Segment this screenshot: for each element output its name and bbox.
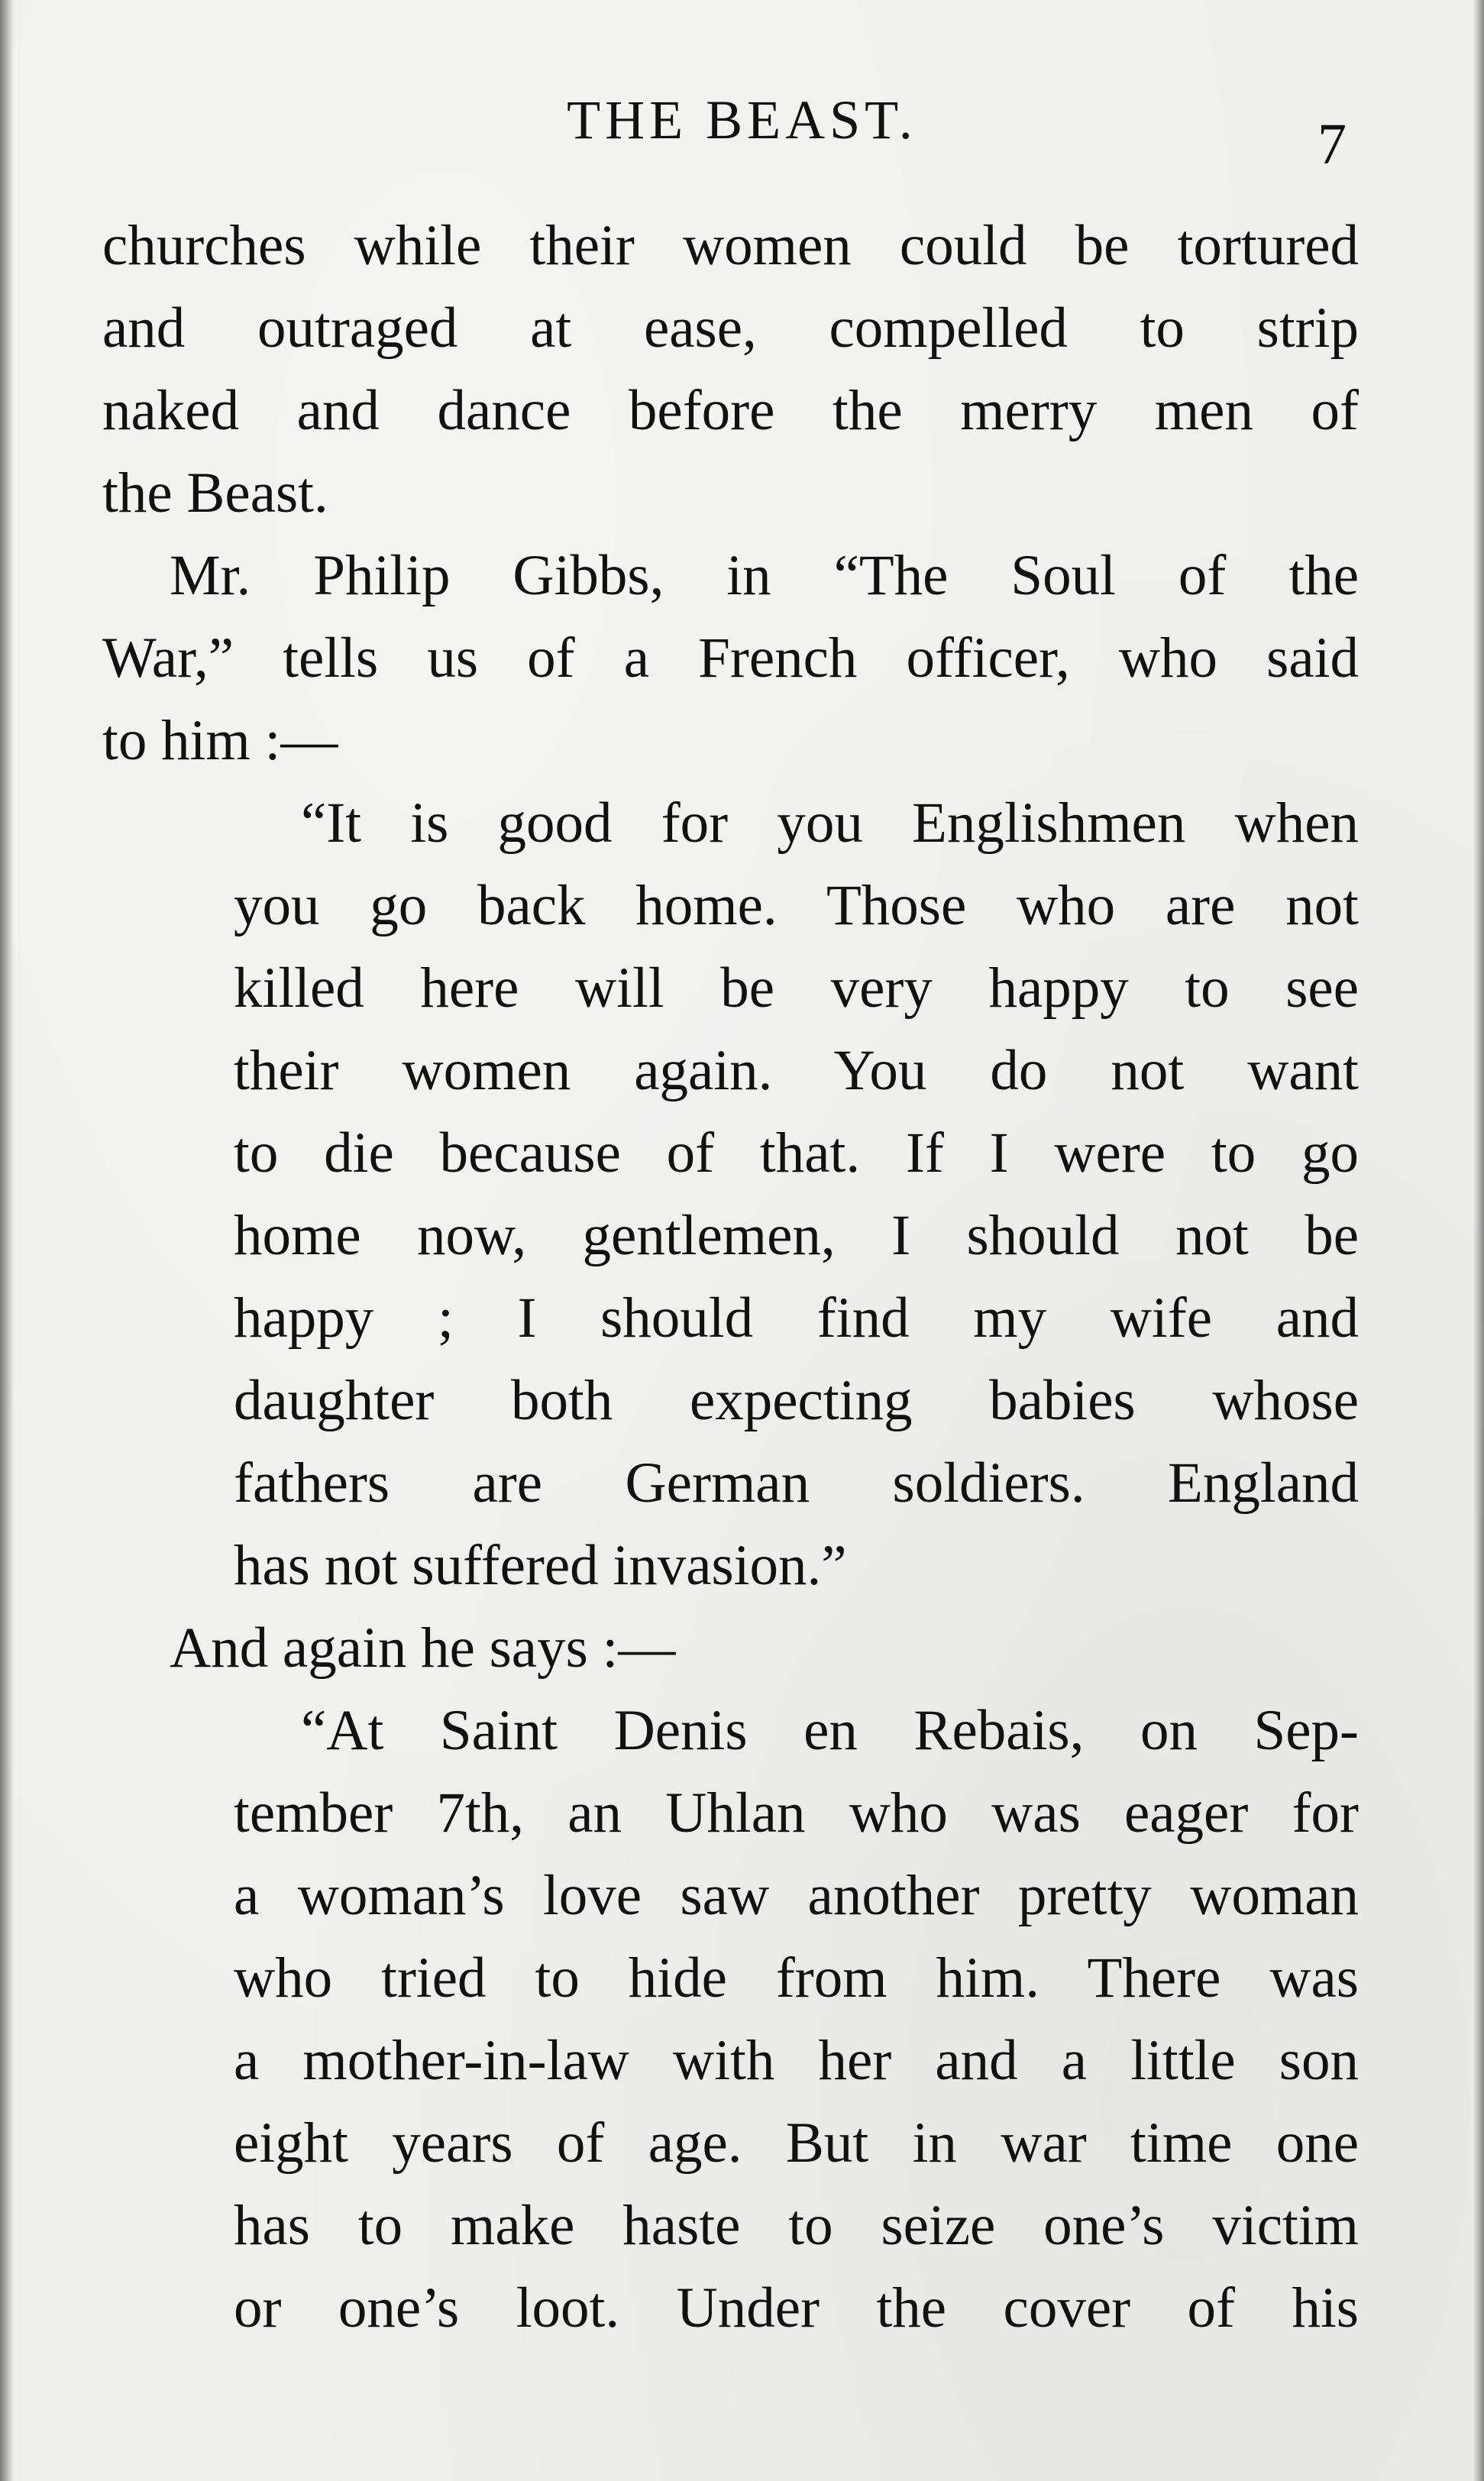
text-line: or one’s loot. Under the cover of his [234, 2276, 1359, 2340]
text-line: “It is good for you Englishmen when [301, 791, 1359, 855]
running-head: THE BEAST. [567, 89, 917, 150]
text-line: happy ; I should find my wife and [234, 1286, 1359, 1350]
text-line: tember 7th, an Uhlan who was eager for [234, 1781, 1359, 1845]
text-line: their women again. You do not want [234, 1039, 1359, 1102]
text-line: the Beast. [102, 461, 328, 525]
text-line: a mother-in-law with her and a little son [234, 2029, 1359, 2092]
text-line: has not suffered invasion.” [234, 1534, 847, 1597]
text-line: who tried to hide from him. There was [234, 1946, 1359, 2010]
page-number: 7 [1317, 112, 1347, 176]
text-line: daughter both expecting babies whose [234, 1369, 1359, 1432]
text-line: and outraged at ease, compelled to strip [102, 296, 1359, 360]
block-quote-french-officer [102, 782, 1359, 1607]
text-line: And again he says :— [170, 1616, 676, 1680]
text-line: to him :— [102, 709, 338, 772]
text-line: you go back home. Those who are not [234, 874, 1359, 937]
text-line: eight years of age. But in war time one [234, 2111, 1359, 2175]
text-line: “At Saint Denis en Rebais, on Sep- [301, 1699, 1359, 1762]
body-text [102, 205, 1359, 2350]
text-line: fathers are German soldiers. England [234, 1451, 1359, 1515]
block-quote-saint-denis [102, 1690, 1359, 2350]
paragraph-gibbs [102, 535, 1359, 782]
text-line: killed here will be very happy to see [234, 956, 1359, 1020]
paragraph-and-again [102, 1607, 1359, 1690]
text-line: to die because of that. If I were to go [234, 1121, 1359, 1185]
text-line: has to make haste to seize one’s victim [234, 2194, 1359, 2257]
text-line: naked and dance before the merry men of [102, 379, 1359, 442]
text-line: Mr. Philip Gibbs, in “The Soul of the [170, 544, 1359, 607]
text-line: home now, gentlemen, I should not be [234, 1204, 1359, 1267]
text-line: War,” tells us of a French officer, who said [102, 626, 1359, 690]
text-line: churches while their women could be tortured [102, 214, 1359, 277]
text-line: a woman’s love saw another pretty woman [234, 1864, 1359, 1927]
paragraph-continuation [102, 205, 1359, 535]
